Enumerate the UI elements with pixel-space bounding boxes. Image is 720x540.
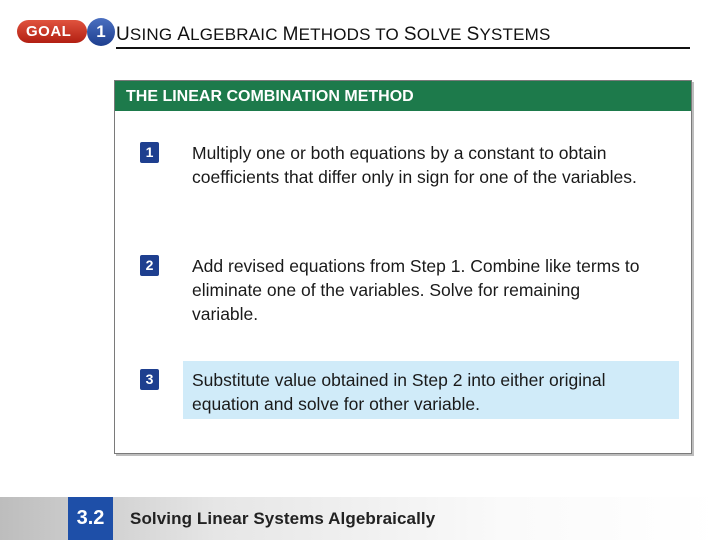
- title-part: ETHODS TO: [298, 25, 404, 44]
- section-number-badge: 3.2: [68, 497, 113, 540]
- title-part: OLVE: [416, 25, 467, 44]
- goal-badge: [17, 17, 106, 46]
- title-part: A: [177, 24, 191, 45]
- title-part: S: [466, 24, 480, 45]
- goal-number: 1: [87, 18, 115, 46]
- step-number-badge: 2: [140, 255, 159, 276]
- step-number-badge: 3: [140, 369, 159, 390]
- step-number-badge: 1: [140, 142, 159, 163]
- title-part: M: [282, 24, 299, 45]
- section-title: Solving Linear Systems Algebraically: [130, 509, 436, 528]
- footer-bar: [0, 497, 720, 540]
- title-part: SING: [129, 25, 178, 44]
- step-text: Multiply one or both equations by a constant to obtain coefficients that differ only in sign for one of the variables.: [192, 143, 637, 187]
- title-part: YSTEMS: [479, 25, 551, 44]
- page-title: [116, 24, 551, 46]
- method-box: [114, 80, 692, 454]
- step-text: Add revised equations from Step 1. Combine like terms to eliminate one of the variables. Solve for remaining variable.: [192, 256, 640, 324]
- title-part: LGEBRAIC: [190, 25, 283, 44]
- header-divider: [116, 47, 690, 49]
- title-part: U: [116, 24, 130, 45]
- step-text: Substitute value obtained in Step 2 into either original equation and solve for other variable.: [192, 370, 606, 414]
- method-title: THE LINEAR COMBINATION METHOD: [115, 81, 691, 111]
- title-part: S: [403, 24, 417, 45]
- goal-label: GOAL: [17, 20, 87, 43]
